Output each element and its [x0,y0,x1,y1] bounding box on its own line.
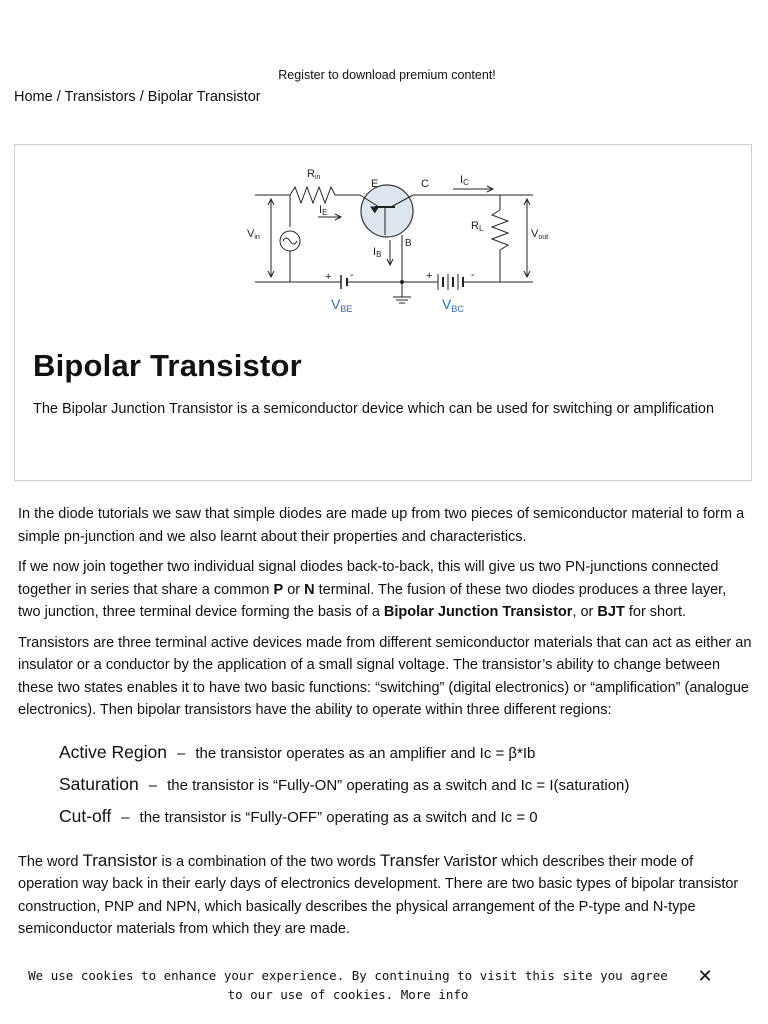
cookie-banner [0,960,768,1024]
page-title: Bipolar Transistor [33,348,302,383]
emphasis-word: Trans [379,850,423,870]
ib-label: IB [373,246,382,259]
text-run: terminal. The fusion of these two diodes produces a three layer, two junction, three terminal device forming the basis of a [18,581,727,620]
premium-promo-text: Register to download premium content! [278,68,496,82]
region-dash: – [176,744,186,762]
vbc-label: $V_{BC}$ [442,296,464,314]
list-item [59,800,752,832]
list-item [59,768,752,800]
close-icon[interactable]: ✕ [697,966,713,986]
breadcrumb-transistors-link[interactable]: Transistors [64,89,136,105]
bold-term-n: N [304,581,315,598]
region-description: the transistor is “Fully-ON” operating as a switch and Ic = I(saturation) [167,776,630,794]
emphasis-word: istor [465,850,498,870]
article-paragraph-2 [18,556,752,624]
ie-label: IE [319,204,328,217]
breadcrumb [14,89,261,105]
bjt-circuit-diagram [235,165,555,320]
cookie-message [20,966,676,1004]
rin-label: Rin [307,168,321,181]
vbe-minus-label: - [350,269,354,281]
region-dash: – [148,776,158,794]
base-label: B [405,238,412,249]
collector-label: C [421,178,429,190]
list-item [59,736,752,768]
article-paragraph-4 [18,850,752,941]
bold-term-bjt: BJT [597,604,625,620]
vin-label: Vin [247,228,260,241]
region-dash: – [121,808,130,826]
operating-regions-list [59,736,752,832]
text-run: fer Var [422,853,466,870]
breadcrumb-separator: / [135,89,148,105]
vout-label: Vout [531,228,549,241]
breadcrumb-home-link[interactable]: Home [14,89,53,105]
breadcrumb-current: Bipolar Transistor [147,89,261,105]
article-paragraph-1: In the diode tutorials we saw that simple diodes are made up from two pieces of semiconductor material to form a simple pn-junction and we also learnt about their properties and characteristics. [18,506,745,545]
text-run: for short. [624,604,687,620]
vbc-minus-label: - [471,269,475,281]
text-run: If we now join together two individual signal diodes back-to-back, this will give us two PN-junctions connected together in series that share a common [18,559,719,598]
text-run: or [283,581,305,598]
region-description: the transistor operates as an amplifier and Ic = β*Ib [195,744,536,762]
vbc-plus-label: + [426,270,433,282]
cookie-text: We use cookies to enhance your experience. By continuing to visit this site you agree to our use of cookies. [28,968,668,1002]
region-term: Saturation [59,773,139,794]
emitter-label: E [371,178,379,190]
page-subtitle: The Bipolar Junction Transistor is a semiconductor device which can be used for switching or amplification [33,401,715,417]
region-term: Active Region [59,741,167,762]
rl-label: RL [471,220,484,233]
article-paragraph-3: Transistors are three terminal active devices made from different semiconductor materials that can act as either an insulator or a conductor by the application of a small signal voltage. The transistor’s ability to change between these two states enables it to have two basic functions: “switching” (digital electronics) or “amplification” (analogue electronics). Then bipolar transistors have the ability to operate within three different regions: [18,634,752,718]
more-info-link[interactable]: More info [400,987,469,1002]
emphasis-word: Transistor [82,850,158,870]
text-run: , or [572,604,598,620]
ic-label: IC [460,174,469,187]
vbe-label: $V_{BE}$ [331,296,353,314]
text-run: is a combination of the two words [157,853,380,870]
region-description: the transistor is “Fully-OFF” operating as a switch and Ic = 0 [139,808,538,826]
bold-term-p: P [273,581,284,598]
text-run: which describes their mode of operation way back in their early days of electronics development. There are two basic types of bipolar transistor construction, PNP and NPN, which basically describes the physical arrangement of the P-type and N-type semiconductor materials from which they are made. [18,853,739,937]
article-body [18,503,752,949]
text-run: The word [18,853,83,870]
region-term: Cut-off [59,805,112,826]
vbe-plus-label: + [325,271,332,283]
bold-term-bjt-full: Bipolar Junction Transistor [383,604,573,620]
hero-card [14,144,752,481]
breadcrumb-separator: / [52,89,65,105]
